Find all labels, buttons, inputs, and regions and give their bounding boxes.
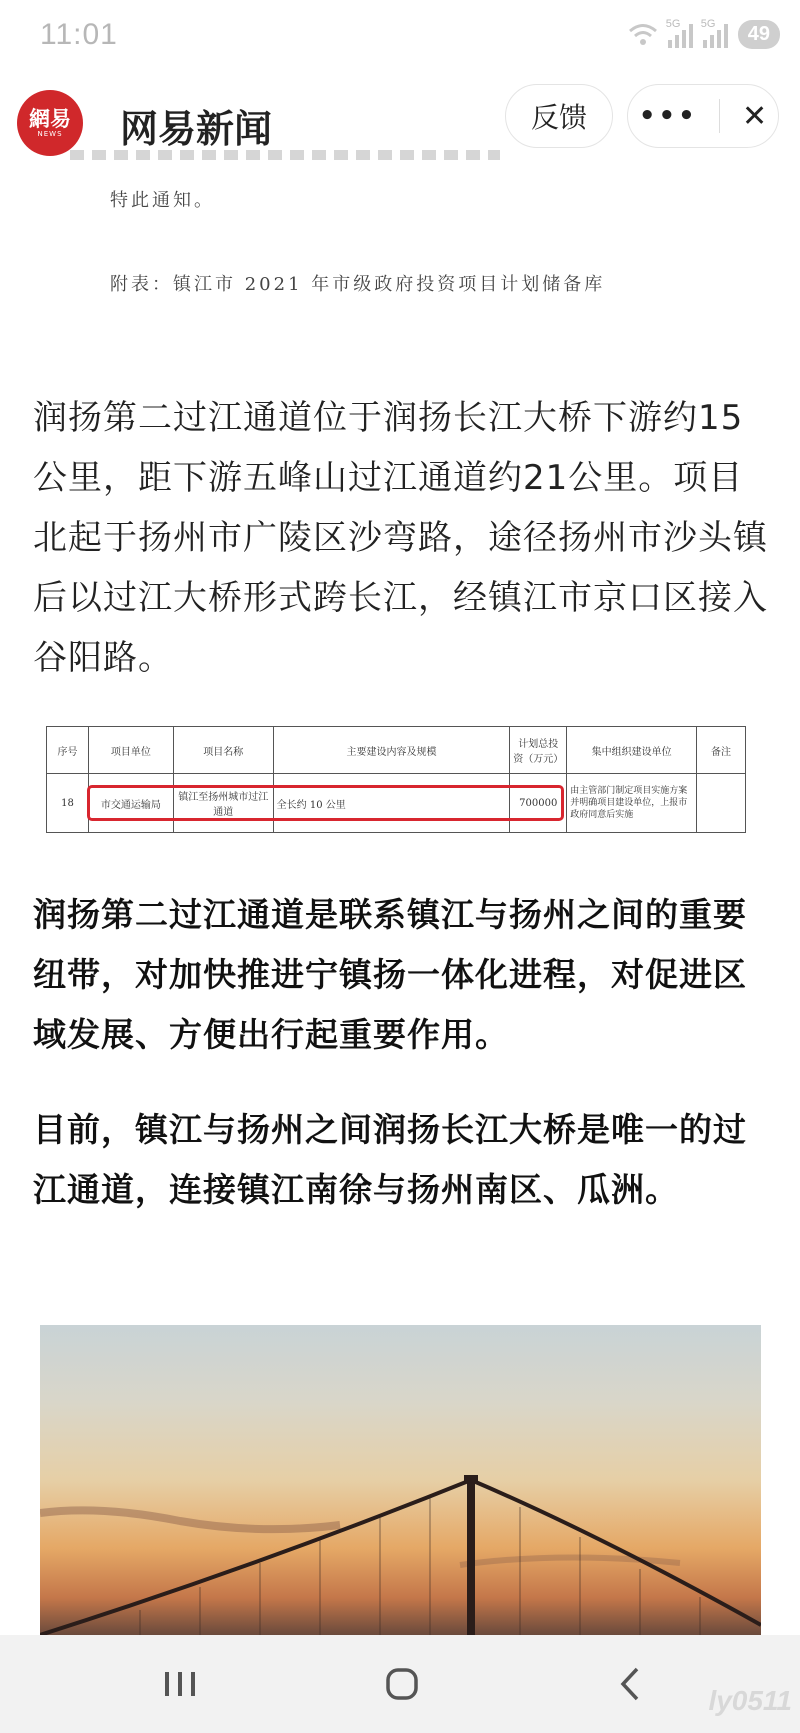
back-button[interactable] <box>600 1659 660 1709</box>
signal-label-1: 5G <box>665 17 681 30</box>
table-header: 集中组织建设单位 <box>567 727 697 774</box>
feedback-button[interactable]: 反馈 <box>505 84 613 148</box>
table-header: 计划总投资（万元） <box>510 727 567 774</box>
table-cell: 镇江至扬州城市过江通道 <box>173 774 273 833</box>
table-cell: 18 <box>47 774 89 833</box>
close-button[interactable]: ✕ <box>742 98 768 134</box>
table-header: 序号 <box>47 727 89 774</box>
more-close-capsule <box>627 84 779 148</box>
table-header: 主要建设内容及规模 <box>273 727 510 774</box>
status-time: 11:01 <box>40 18 118 51</box>
cropped-text-line <box>70 150 500 160</box>
suspension-bridge-image <box>40 1325 761 1635</box>
table-header-row <box>47 727 746 774</box>
home-icon <box>385 1667 419 1701</box>
table-cell: 700000 <box>510 774 567 833</box>
logo-text: 網易 <box>29 105 71 131</box>
system-navigation-bar <box>0 1635 800 1733</box>
doc-text-attachment: 附表：镇江市 2021 年市级政府投资项目计划储备库 <box>110 274 606 295</box>
table-cell: 全长约 10 公里 <box>273 774 510 833</box>
wifi-icon <box>628 22 658 48</box>
table-header: 备注 <box>697 727 746 774</box>
recent-apps-button[interactable] <box>150 1659 210 1709</box>
document-scan-image <box>0 150 800 310</box>
capsule-divider <box>719 99 720 133</box>
signal-label-2: 5G <box>700 17 716 30</box>
article-paragraph-1: 润扬第二过江通道位于润扬长江大桥下游约15公里，距下游五峰山过江通道约21公里。项目北起于扬州市广陵区沙弯路，途径扬州市沙头镇后以过江大桥形式跨长江，经镇江市京口区接入谷阳路。 <box>33 398 768 678</box>
project-table <box>46 726 746 833</box>
status-icons <box>628 17 780 49</box>
home-button[interactable] <box>372 1659 432 1709</box>
table-row <box>47 774 746 833</box>
battery-level: 49 <box>738 20 780 49</box>
signal-icon-2 <box>700 17 728 48</box>
table-cell: 由主管部门制定项目实施方案并明确项目建设单位，上报市政府同意后实施 <box>567 774 697 833</box>
logo-subtext: NEWS <box>37 129 63 138</box>
article-paragraph-3: 目前，镇江与扬州之间润扬长江大桥是唯一的过江通道，连接镇江南徐与扬州南区、瓜洲。 <box>33 1110 747 1209</box>
app-title: 网易新闻 <box>120 107 273 151</box>
bridge-photo[interactable] <box>40 1325 761 1635</box>
article-paragraph-2: 润扬第二过江通道是联系镇江与扬州之间的重要纽带，对加快推进宁镇扬一体化进程，对促进区域发展、方便出行起重要作用。 <box>33 895 747 1054</box>
more-button[interactable]: ••• <box>638 101 698 131</box>
netease-logo <box>17 90 83 156</box>
table-header: 项目单位 <box>88 727 173 774</box>
site-watermark: ly0511 <box>708 1685 792 1716</box>
project-table-image <box>46 726 746 836</box>
table-header: 项目名称 <box>173 727 273 774</box>
back-icon <box>617 1666 643 1702</box>
table-cell: 市交通运输局 <box>88 774 173 833</box>
doc-text-notice: 特此通知。 <box>110 190 215 211</box>
signal-icon-1 <box>665 17 693 48</box>
recent-apps-icon <box>163 1669 197 1699</box>
table-cell <box>697 774 746 833</box>
status-bar <box>0 0 800 76</box>
